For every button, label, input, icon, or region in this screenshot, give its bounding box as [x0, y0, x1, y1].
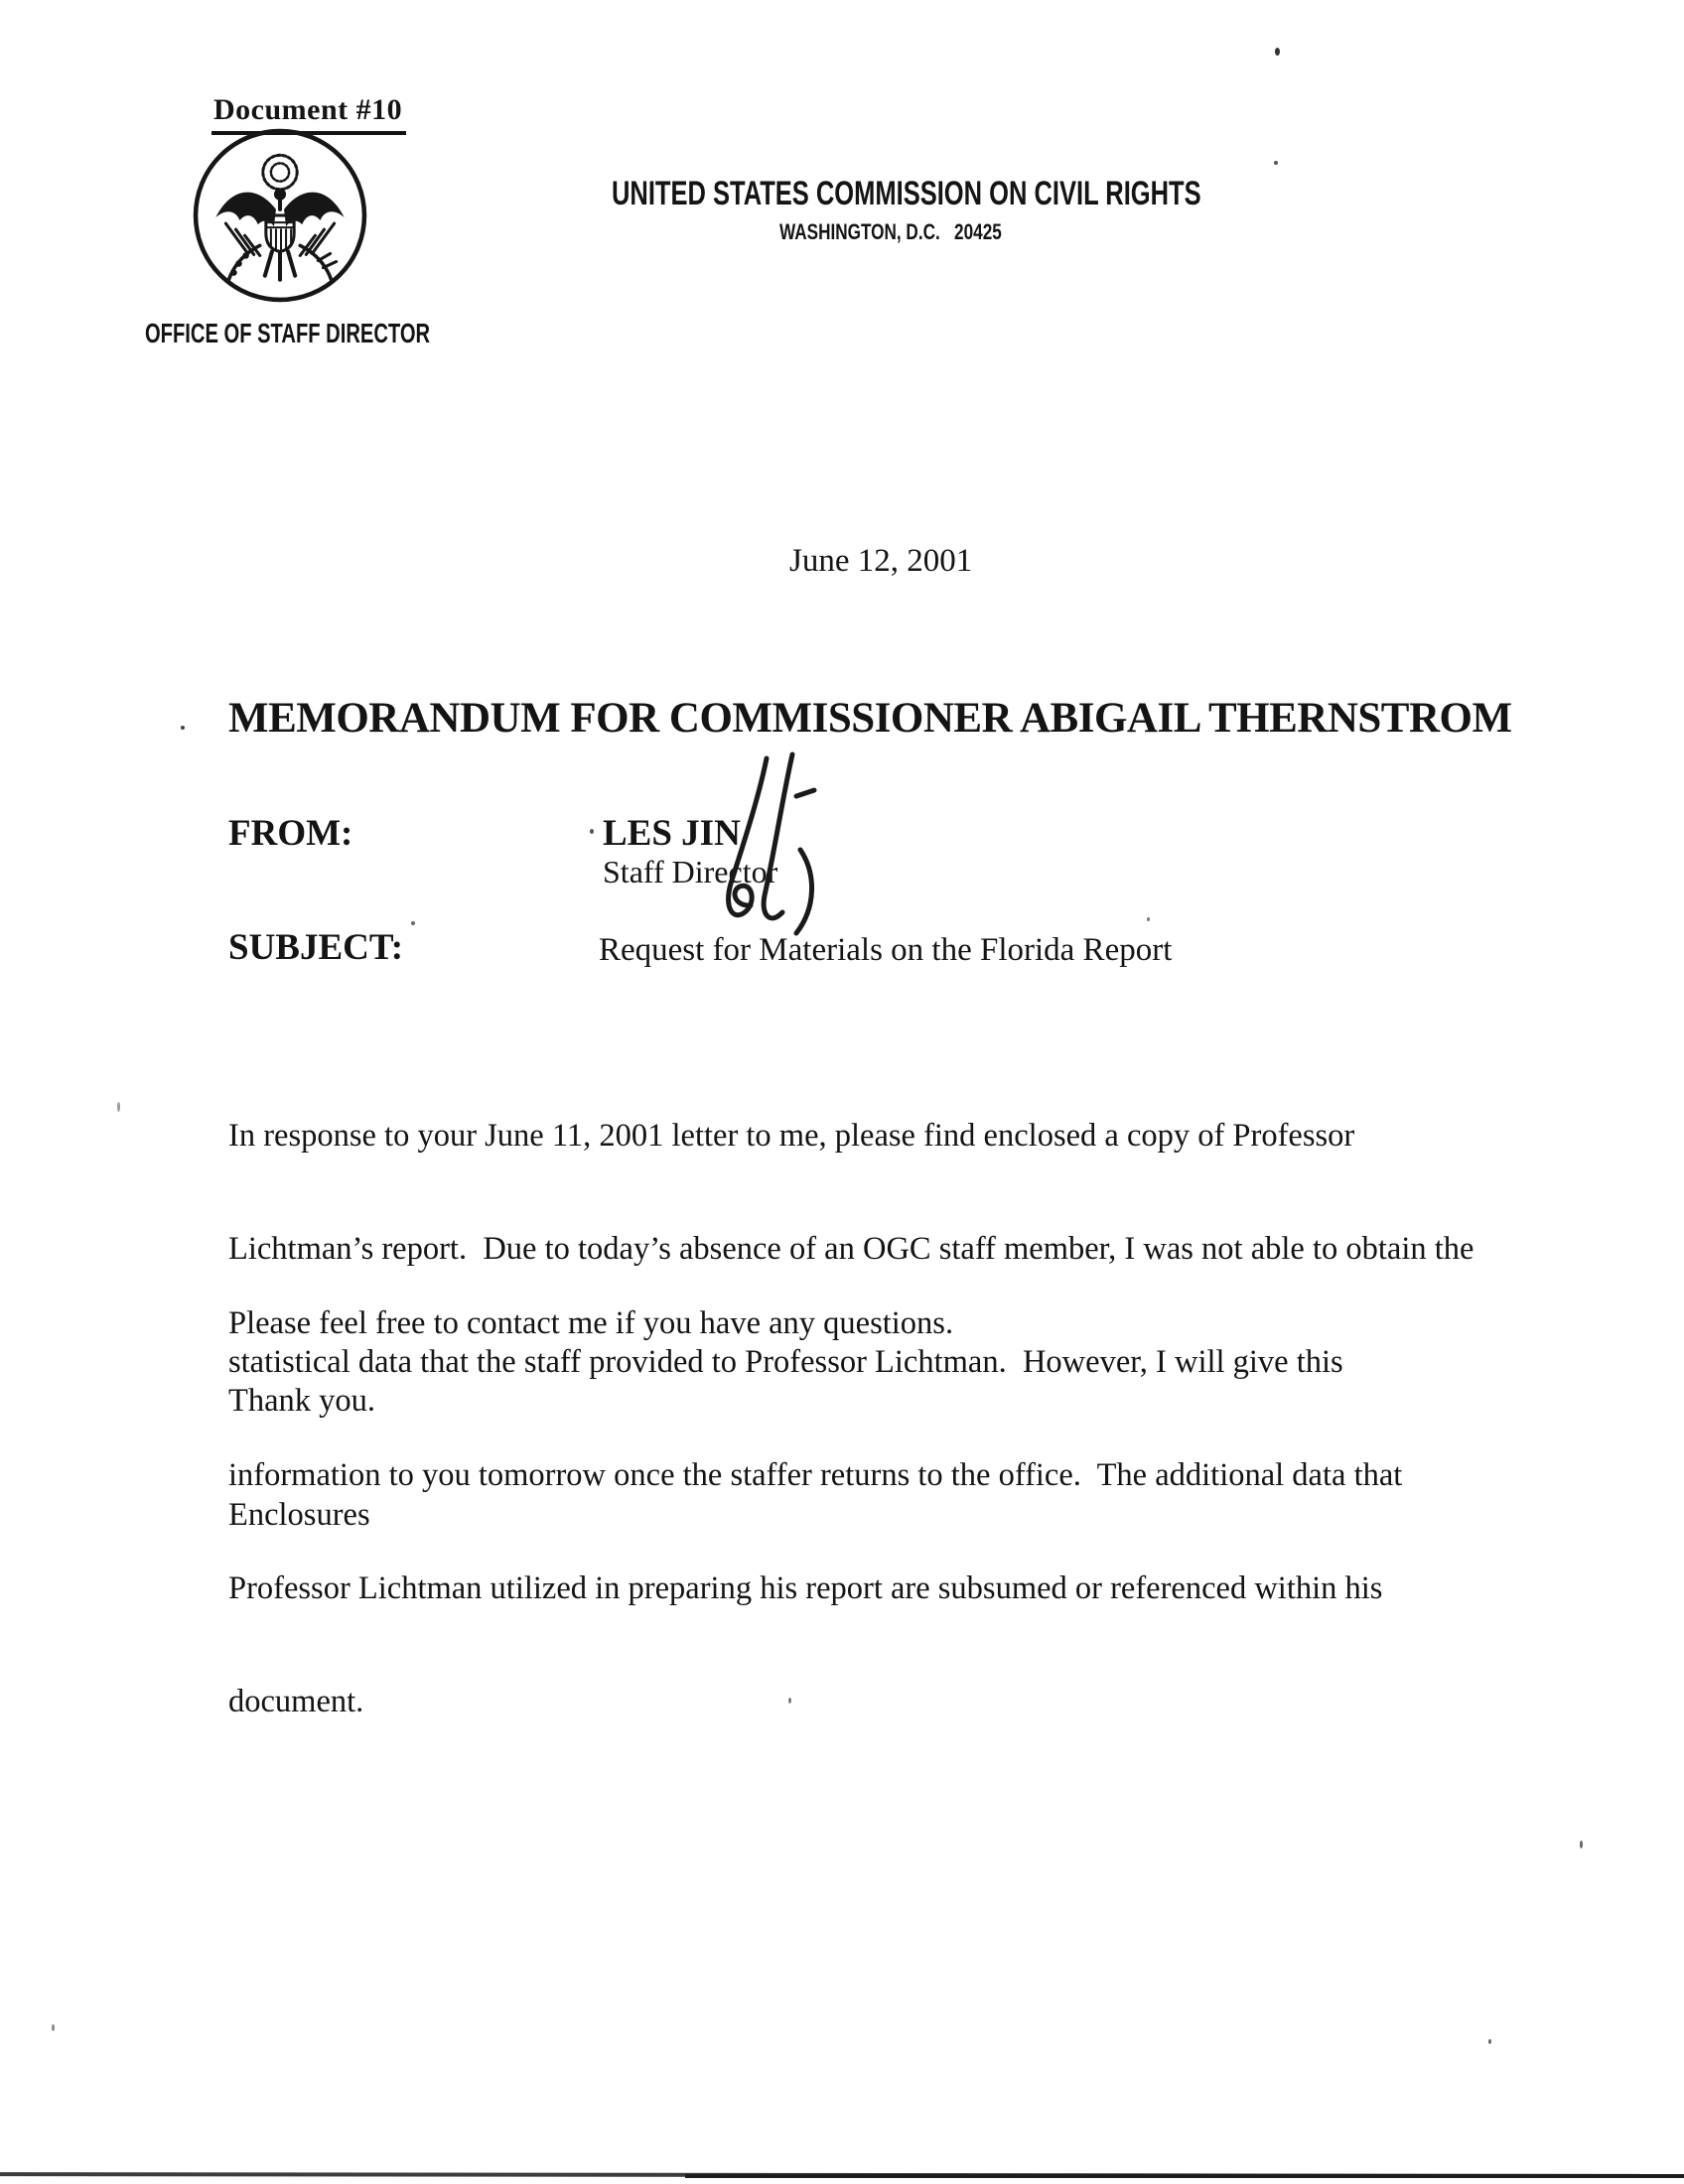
office-of-staff-director-label: OFFICE OF STAFF DIRECTOR — [145, 318, 431, 348]
scan-speck — [117, 1102, 120, 1112]
paragraph-line: Lichtman’s report. Due to today’s absence of an OGC staff member, I was not able to obtain the — [228, 1231, 1474, 1267]
subject-label: SUBJECT: — [228, 927, 404, 968]
scan-speck — [1275, 48, 1280, 56]
body-paragraph-1 — [228, 1041, 1474, 1796]
scan-speck — [1488, 2039, 1491, 2044]
body-paragraph-3: Thank you. — [228, 1383, 376, 1419]
scan-speck — [788, 1698, 791, 1704]
paragraph-line: statistical data that the staff provided to Professor Lichtman. However, I will give this — [228, 1344, 1343, 1380]
scan-speck — [1147, 917, 1150, 921]
paragraph-line: In response to your June 11, 2001 letter to me, please find enclosed a copy of Professor — [228, 1118, 1355, 1154]
scan-speck — [1580, 1841, 1583, 1848]
signature-icon — [693, 751, 822, 941]
scan-speck — [181, 726, 185, 730]
paragraph-line: Professor Lichtman utilized in preparing his report are subsumed or referenced within his — [228, 1570, 1383, 1606]
body-paragraph-2: Please feel free to contact me if you have any questions. — [228, 1305, 954, 1341]
scan-speck — [52, 2024, 55, 2031]
document-number-label: Document #10 — [211, 93, 406, 135]
subject-value: Request for Materials on the Florida Report — [599, 932, 1173, 968]
memo-date: June 12, 2001 — [789, 543, 973, 579]
scan-speck — [590, 829, 594, 834]
memo-title: MEMORANDUM FOR COMMISSIONER ABIGAIL THERNSTROM — [228, 695, 1512, 742]
agency-name-heading: UNITED STATES COMMISSION ON CIVIL RIGHTS — [612, 175, 1201, 212]
from-label: FROM: — [228, 813, 353, 854]
paragraph-line: information to you tomorrow once the staffer returns to the office. The additional data that — [228, 1457, 1403, 1493]
agency-address-line: WASHINGTON, D.C. 20425 — [779, 219, 1002, 244]
from-name: LES JIN — [603, 813, 741, 854]
scan-edge-line-dark — [685, 2174, 1684, 2178]
enclosures-note: Enclosures — [228, 1497, 370, 1533]
from-title: Staff Director — [603, 854, 778, 889]
us-great-seal-icon — [192, 127, 368, 304]
scan-speck — [1274, 161, 1278, 165]
paragraph-line: document. — [228, 1684, 364, 1719]
scan-speck — [411, 921, 415, 925]
